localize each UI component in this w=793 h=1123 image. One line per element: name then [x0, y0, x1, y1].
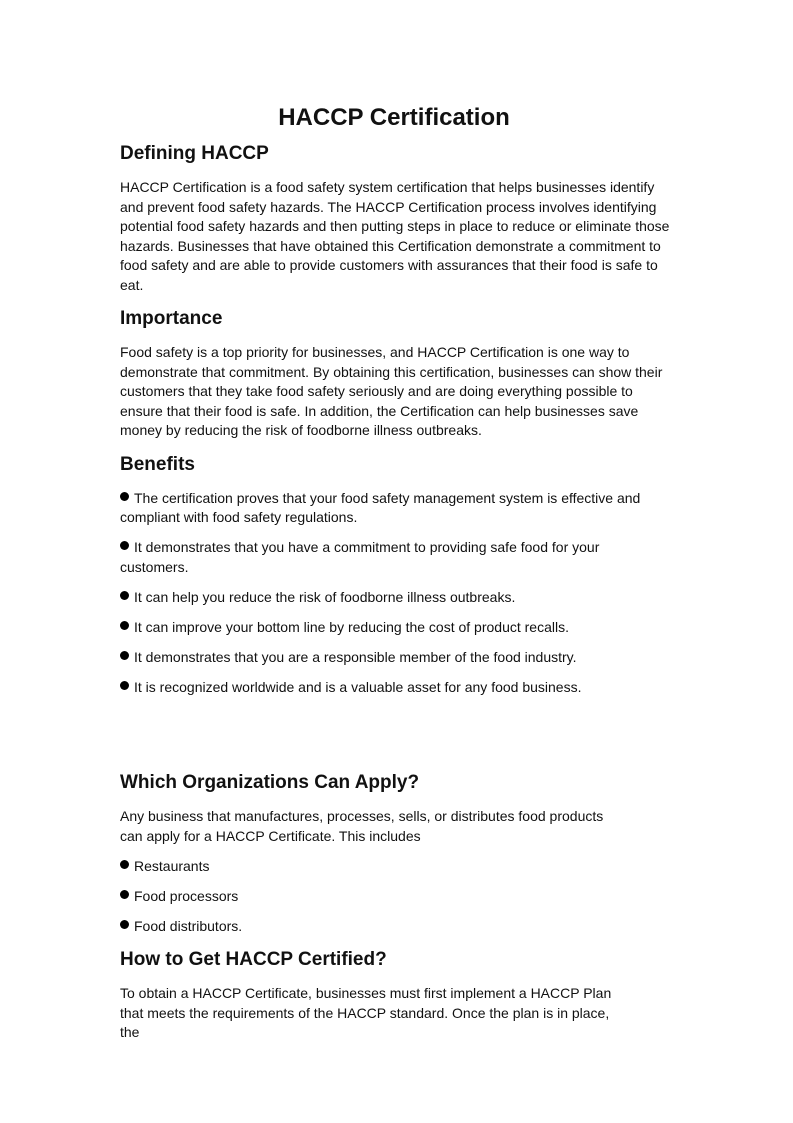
bullet-icon [120, 860, 129, 869]
bullet-icon [120, 541, 129, 550]
bullet-icon [120, 920, 129, 929]
bullet-icon [120, 591, 129, 600]
paragraph-line: that meets the requirements of the HACCP standard. Once the plan is in place, [120, 1004, 610, 1021]
list-item [120, 618, 670, 638]
section-heading-howto: How to Get HACCP Certified? [120, 949, 387, 970]
list-item [120, 588, 670, 608]
list-item [120, 538, 670, 577]
paragraph-line: To obtain a HACCP Certificate, businesses must first implement a HACCP Plan [120, 985, 612, 1001]
list-item-text: Food processors [134, 887, 239, 904]
list-item [120, 887, 670, 907]
list-item-text: It demonstrates that you have a commitment to providing safe food for your customers. [120, 539, 600, 575]
paragraph-line: Any business that manufactures, processes, sells, or distributes food products [120, 808, 604, 824]
list-item-text: It is recognized worldwide and is a valuable asset for any food business. [134, 678, 582, 695]
section-heading-importance: Importance [120, 308, 223, 329]
list-item [120, 648, 670, 668]
list-item [120, 917, 670, 937]
list-item [120, 678, 670, 698]
benefits-list [120, 489, 670, 698]
list-item-text: The certification proves that your food safety management system is effective and compliant with food safety regulations. [120, 489, 641, 525]
section-paragraph-defining: HACCP Certification is a food safety system certification that helps businesses identify and prevent food safety hazards. The HACCP Certification process involves identifying potential food safety hazards and then putting steps in place to reduce or eliminate those hazards. Businesses that have obtained this Certification demonstrate a commitment to food safety and are able to provide customers with assurances that their food is safe to eat. [120, 179, 670, 293]
section-heading-benefits: Benefits [120, 453, 195, 475]
document-title: HACCP Certification [278, 104, 510, 131]
section-paragraph-organizations [120, 807, 670, 846]
list-item-text: It can improve your bottom line by reducing the cost of product recalls. [134, 618, 569, 635]
section-paragraph-importance: Food safety is a top priority for businesses, and HACCP Certification is one way to demonstrate that commitment. By obtaining this certification, businesses can show their customers that they take food safety seriously and are doing everything possible to ensure that their food is safe. In addition, the Certification can help businesses save money by reducing the risk of foodborne illness outbreaks. [120, 344, 663, 438]
list-item-text: It demonstrates that you are a responsible member of the food industry. [134, 648, 577, 665]
section-paragraph-howto [120, 984, 670, 1043]
list-item-text: Restaurants [134, 857, 210, 874]
organizations-list [120, 857, 670, 937]
list-item-text: It can help you reduce the risk of foodborne illness outbreaks. [134, 588, 516, 605]
paragraph-line: the [120, 1024, 140, 1040]
section-heading-organizations: Which Organizations Can Apply? [120, 772, 420, 793]
document-page [120, 100, 670, 1043]
bullet-icon [120, 681, 129, 690]
list-item [120, 489, 670, 528]
paragraph-line: can apply for a HACCP Certificate. This includes [120, 827, 421, 844]
bullet-icon [120, 621, 129, 630]
bullet-icon [120, 890, 129, 899]
bullet-icon [120, 492, 129, 501]
bullet-icon [120, 651, 129, 660]
list-item [120, 857, 670, 877]
list-item-text: Food distributors. [134, 917, 243, 934]
section-heading-defining: Defining HACCP [120, 143, 269, 164]
